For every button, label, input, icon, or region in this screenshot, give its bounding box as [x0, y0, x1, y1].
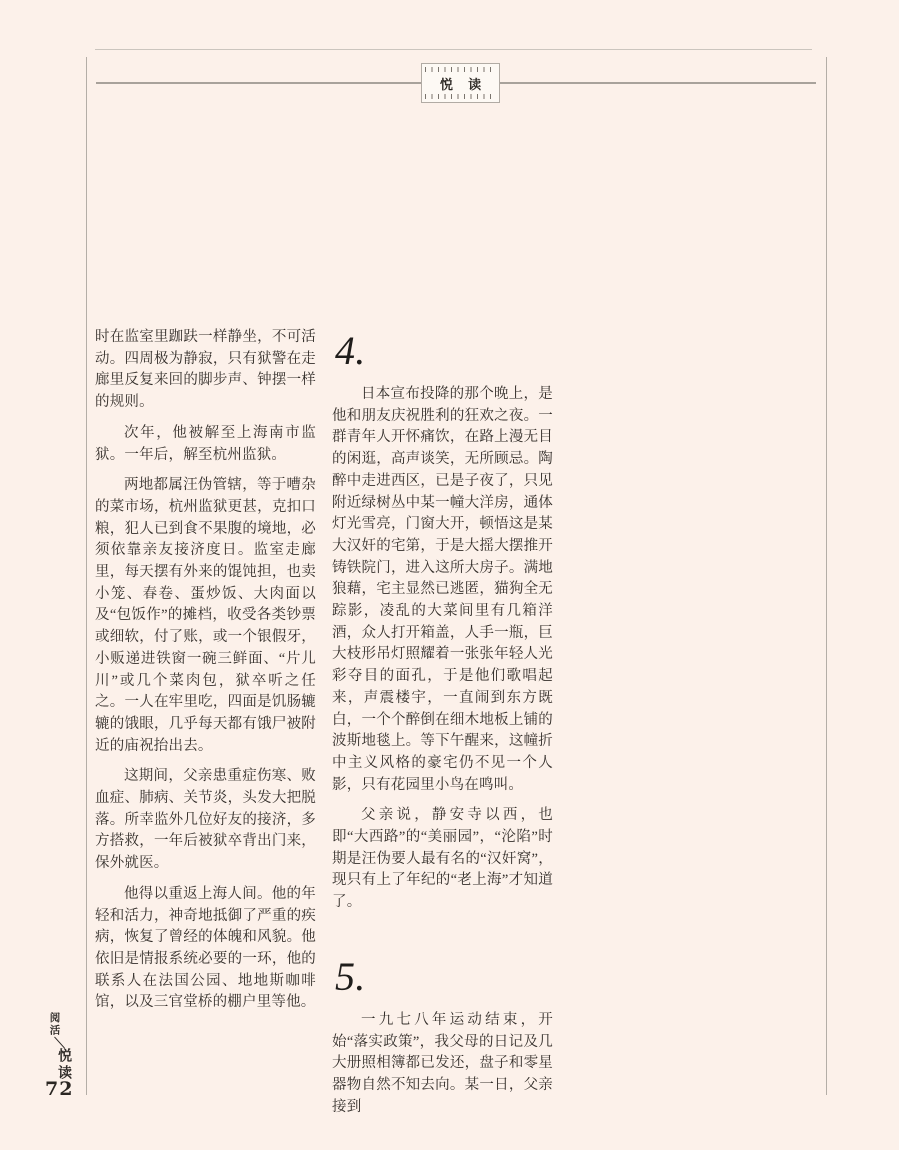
- left-frame-line: [86, 57, 87, 1095]
- body-paragraph: 一九七八年运动结束，开始“落实政策”，我父母的日记及几大册照相簿都已发还，盘子和零星器物自然不知去向。某一日，父亲接到: [332, 1011, 553, 1115]
- section-header-label: 悦 读: [439, 76, 488, 92]
- right-text-column: [332, 330, 553, 1127]
- body-paragraph: 他得以重返上海人间。他的年轻和活力，神奇地抵御了严重的疾病，恢复了曾经的体魄和风貌。他依旧是情报系统必要的一环，他的联系人在法国公园、地地斯咖啡馆，以及三官堂桥的棚户里等他。: [95, 885, 316, 1011]
- slash-divider: [54, 1037, 65, 1049]
- stamp-perforation-bottom: [425, 94, 496, 99]
- section-number-5: 5.: [335, 953, 366, 999]
- body-paragraph: 父亲说，静安寺以西，也即“大西路”的“美丽园”，“沦陷”时期是汪伪要人最有名的“汉奸窝”，现只有上了年纪的“老上海”才知道了。: [332, 807, 553, 911]
- left-text-column: [95, 327, 316, 1023]
- column-label-bottom: 悦读: [56, 1048, 71, 1082]
- body-paragraph: 这期间，父亲患重症伤寒、败血症、肺病、关节炎，头发大把脱落。所幸监外几位好友的接济，多方搭救，一年后被狱卒背出门来，保外就医。: [95, 768, 316, 872]
- body-paragraph: 两地都属汪伪管辖，等于嘈杂的菜市场，杭州监狱更甚，克扣口粮，犯人已到食不果腹的境地，必须依靠亲友接济度日。监室走廊里，每天摆有外来的馄饨担，也卖小笼、春卷、蛋炒饭、大肉面以及“包饭作”的摊档，收受各类钞票或细软，付了账，或一个银假牙，小贩递进铁窗一碗三鲜面、“片儿川”或几个菜肉包，狱卒听之任之。一人在牢里吃，四面是饥肠辘辘的饿眼，几乎每天都有饿尸被附近的庙祝抬出去。: [95, 477, 316, 754]
- right-frame-line: [826, 57, 827, 1095]
- body-paragraph: 日本宣布投降的那个晚上，是他和朋友庆祝胜利的狂欢之夜。一群青年人开怀痛饮，在路上漫无目的闲逛，高声谈笑，无所顾忌。陶醉中走进西区，已是子夜了，只见附近绿树丛中某一幢大洋房，通体灯光雪亮，门窗大开，顿悟这是某大汉奸的宅第，于是大摇大摆推开铸铁院门，进入这所大房子。满地狼藉，宅主显然已逃匿，猫狗全无踪影，凌乱的大菜间里有几箱洋酒，众人打开箱盖，人手一瓶，巨大枝形吊灯照耀着一张张年轻人光彩夺目的面孔，于是他们歌唱起来，声震楼宇，一直闹到东方既白，一个个醉倒在细木地板上铺的波斯地毯上。等下午醒来，这幢折中主义风格的豪宅仍不见一个人影，只有花园里小鸟在鸣叫。: [332, 386, 553, 793]
- page-number: 72: [45, 1078, 74, 1100]
- stamp-perforation-top: [425, 67, 496, 72]
- body-paragraph: 次年，他被解至上海南市监狱。一年后，解至杭州监狱。: [95, 424, 316, 463]
- column-label-top: 阅活: [48, 1012, 60, 1037]
- section-header-box: [421, 63, 500, 103]
- footer-sidebar: [42, 1012, 76, 1082]
- section-number-4: 4.: [335, 328, 366, 373]
- body-paragraph: 时在监室里跏趺一样静坐，不可活动。四周极为静寂，只有狱警在走廊里反复来回的脚步声、钟摆一样的规则。: [95, 329, 316, 411]
- top-rule: [95, 49, 812, 50]
